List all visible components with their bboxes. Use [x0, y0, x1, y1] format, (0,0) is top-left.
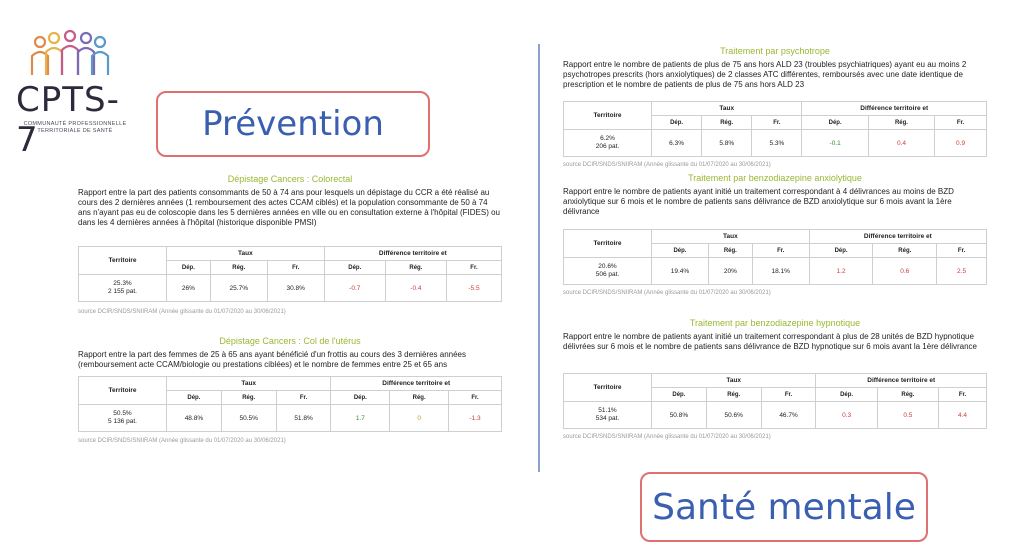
- section-title: Traitement par benzodiazepine anxiolytique: [688, 173, 862, 183]
- taux-fr: 18.1%: [752, 258, 809, 285]
- taux-fr: 30.8%: [267, 275, 324, 302]
- taux-dep: 50.8%: [652, 402, 707, 429]
- diff-fr: -1.3: [449, 405, 502, 432]
- section-description: Rapport entre le nombre de patients ayant initié un traitement correspondant à plus de 28 unités de BZD hypnotique délivrées sur 6 mois et le nombre de patients sans délivrance de BZD hypnotique sur 6 mois avant la 1ère délivrance: [563, 332, 977, 351]
- territoire-cell: [79, 405, 167, 432]
- taux-fr: 51.8%: [276, 405, 331, 432]
- diff-dep: 0.3: [816, 402, 877, 429]
- header-diff: Différence territoire et: [324, 247, 501, 261]
- header-taux: Taux: [652, 102, 802, 116]
- taux-reg: 25.7%: [210, 275, 267, 302]
- diff-dep: -0.1: [802, 130, 868, 157]
- diff-fr: 0.9: [935, 130, 987, 157]
- header-territoire: Territoire: [79, 377, 167, 405]
- table-psychotrope: [563, 101, 987, 157]
- table-bzd-anxiolytique: [563, 229, 987, 285]
- header-diff: Différence territoire et: [816, 374, 987, 388]
- diff-dep: 1.7: [331, 405, 390, 432]
- header-taux: Taux: [167, 247, 325, 261]
- logo-wordmark: CPTS-7: [16, 80, 120, 160]
- header-dep: Dép.: [167, 391, 222, 405]
- header-fr: Fr.: [939, 388, 987, 402]
- territoire-rate: 6.2%: [600, 135, 615, 142]
- header-territoire: Territoire: [564, 374, 652, 402]
- header-fr: Fr.: [752, 244, 809, 258]
- header-dep: Dép.: [816, 388, 877, 402]
- section-bzd-anxiolytique: [563, 173, 987, 217]
- territoire-cell: [564, 130, 652, 157]
- header-territoire: Territoire: [79, 247, 167, 275]
- taux-reg: 50.5%: [221, 405, 276, 432]
- header-reg: Rég.: [221, 391, 276, 405]
- section-colorectal: [78, 174, 502, 228]
- header-diff: Différence territoire et: [802, 102, 987, 116]
- header-reg: Rég.: [390, 391, 449, 405]
- taux-dep: 19.4%: [652, 258, 709, 285]
- territoire-rate: 50.5%: [113, 410, 132, 417]
- column-divider: [538, 44, 540, 472]
- taux-dep: 6.3%: [652, 130, 702, 157]
- source-note: source DCIR/SNDS/SNIIRAM (Année glissante du 01/07/2020 au 30/06/2021): [563, 434, 771, 440]
- diff-dep: 1.2: [809, 258, 873, 285]
- section-description: Rapport entre le nombre de patients de plus de 75 ans hors ALD 23 (troubles psychiatriques) ayant eu au moins 2 psychotropes prescrits (hors anxiolytiques) de 2 classes ATC différentes, remboursés avec une date identique de prescription et le nombre de patients de plus de 75 ans hors ALD 23: [563, 60, 967, 89]
- diff-reg: 0.5: [877, 402, 938, 429]
- source-note: source DCIR/SNDS/SNIIRAM (Année glissante du 01/07/2020 au 30/06/2021): [563, 162, 771, 168]
- source-note: source DCIR/SNDS/SNIIRAM (Année glissante du 01/07/2020 au 30/06/2021): [563, 290, 771, 296]
- logo-subtitle: COMMUNAUTÉ PROFESSIONNELLE TERRITORIALE DE SANTÉ: [23, 121, 127, 134]
- header-fr: Fr.: [937, 244, 987, 258]
- header-dep: Dép.: [802, 116, 868, 130]
- header-dep: Dép.: [167, 261, 211, 275]
- header-dep: Dép.: [652, 244, 709, 258]
- territoire-patients: 534 pat.: [595, 415, 620, 422]
- section-description: Rapport entre la part des femmes de 25 à 65 ans ayant bénéficié d'un frottis au cours des 3 dernières années (remboursement acte CCAM/biologie ou prestations ciblées) et le nombre de femmes entre 25 et 65 ans: [78, 350, 466, 369]
- taux-fr: 5.3%: [752, 130, 802, 157]
- people-logo-icon: [20, 30, 120, 80]
- header-fr: Fr.: [276, 391, 331, 405]
- territoire-cell: [79, 275, 167, 302]
- territoire-rate: 51.1%: [598, 407, 617, 414]
- taux-dep: 26%: [167, 275, 211, 302]
- header-dep: Dép.: [324, 261, 385, 275]
- header-reg: Rég.: [706, 388, 761, 402]
- header-dep: Dép.: [331, 391, 390, 405]
- section-uterus: [78, 336, 502, 370]
- section-description: Rapport entre la part des patients consommants de 50 à 74 ans pour lesquels un dépistage du CCR a été réalisé au cours des 2 dernières années (1 remboursement des actes CCAM ciblés) et la population consommante de 50 à 74 ans n'ayant pas eu de coloscopie dans les 5 dernières années en ville ou en consultation externe à l'hôpital (FIDES) ou dans les 4 dernières années à l'hôpital (historique disponible PMSI): [78, 188, 500, 227]
- header-dep: Dép.: [652, 388, 707, 402]
- table-colorectal: [78, 246, 502, 302]
- diff-fr: 4.4: [939, 402, 987, 429]
- table-uterus: [78, 376, 502, 432]
- header-reg: Rég.: [702, 116, 752, 130]
- section-title: Dépistage Cancers : Colorectal: [227, 174, 353, 184]
- diff-fr: 2.5: [937, 258, 987, 285]
- header-diff: Différence territoire et: [331, 377, 502, 391]
- territoire-rate: 25.3%: [113, 280, 132, 287]
- taux-dep: 48.8%: [167, 405, 222, 432]
- source-note: source DCIR/SNDS/SNIIRAM (Année glissante du 01/07/2020 au 30/06/2021): [78, 438, 286, 444]
- header-taux: Taux: [652, 374, 816, 388]
- diff-dep: -0.7: [324, 275, 385, 302]
- section-title: Traitement par psychotrope: [720, 46, 830, 56]
- header-dep: Dép.: [652, 116, 702, 130]
- section-psychotrope: [563, 46, 987, 90]
- header-fr: Fr.: [267, 261, 324, 275]
- territoire-patients: 506 pat.: [595, 271, 620, 278]
- diff-reg: 0.4: [868, 130, 934, 157]
- header-reg: Rég.: [873, 244, 937, 258]
- header-fr: Fr.: [449, 391, 502, 405]
- header-taux: Taux: [652, 230, 810, 244]
- header-reg: Rég.: [708, 244, 752, 258]
- header-dep: Dép.: [809, 244, 873, 258]
- taux-reg: 20%: [708, 258, 752, 285]
- header-territoire: Territoire: [564, 230, 652, 258]
- section-title: Dépistage Cancers : Col de l'utérus: [219, 336, 361, 346]
- header-reg: Rég.: [877, 388, 938, 402]
- territoire-cell: [564, 258, 652, 285]
- diff-reg: 0.6: [873, 258, 937, 285]
- header-reg: Rég.: [868, 116, 934, 130]
- section-description: Rapport entre le nombre de patients ayant initié un traitement correspondant à 4 délivrances au moins de BZD anxiolytique sur 6 mois et le nombre de patients sans délivrance de BZD anxiolytique sur 6 mois avant la 1ère délivrance: [563, 187, 954, 216]
- cpts-logo: [14, 0, 134, 160]
- territoire-patients: 206 pat.: [595, 143, 620, 150]
- diff-fr: -5.5: [446, 275, 501, 302]
- territoire-cell: [564, 402, 652, 429]
- prevention-badge: Prévention: [156, 91, 430, 157]
- taux-reg: 50.6%: [706, 402, 761, 429]
- header-fr: Fr.: [761, 388, 816, 402]
- taux-fr: 46.7%: [761, 402, 816, 429]
- header-fr: Fr.: [446, 261, 501, 275]
- territoire-rate: 20.6%: [598, 263, 617, 270]
- sante-mentale-badge: Santé mentale: [640, 472, 928, 542]
- diff-reg: -0.4: [385, 275, 446, 302]
- territoire-patients: 5 136 pat.: [108, 418, 137, 425]
- header-fr: Fr.: [752, 116, 802, 130]
- section-title: Traitement par benzodiazepine hypnotique: [689, 318, 861, 328]
- territoire-patients: 2 155 pat.: [108, 288, 137, 295]
- diff-reg: 0: [390, 405, 449, 432]
- header-territoire: Territoire: [564, 102, 652, 130]
- header-fr: Fr.: [935, 116, 987, 130]
- header-reg: Rég.: [385, 261, 446, 275]
- table-bzd-hypnotique: [563, 373, 987, 429]
- source-note: source DCIR/SNDS/SNIIRAM (Année glissante du 01/07/2020 au 30/06/2021): [78, 309, 286, 315]
- taux-reg: 5.8%: [702, 130, 752, 157]
- header-reg: Rég.: [210, 261, 267, 275]
- section-bzd-hypnotique: [563, 318, 987, 352]
- header-taux: Taux: [167, 377, 331, 391]
- header-diff: Différence territoire et: [809, 230, 986, 244]
